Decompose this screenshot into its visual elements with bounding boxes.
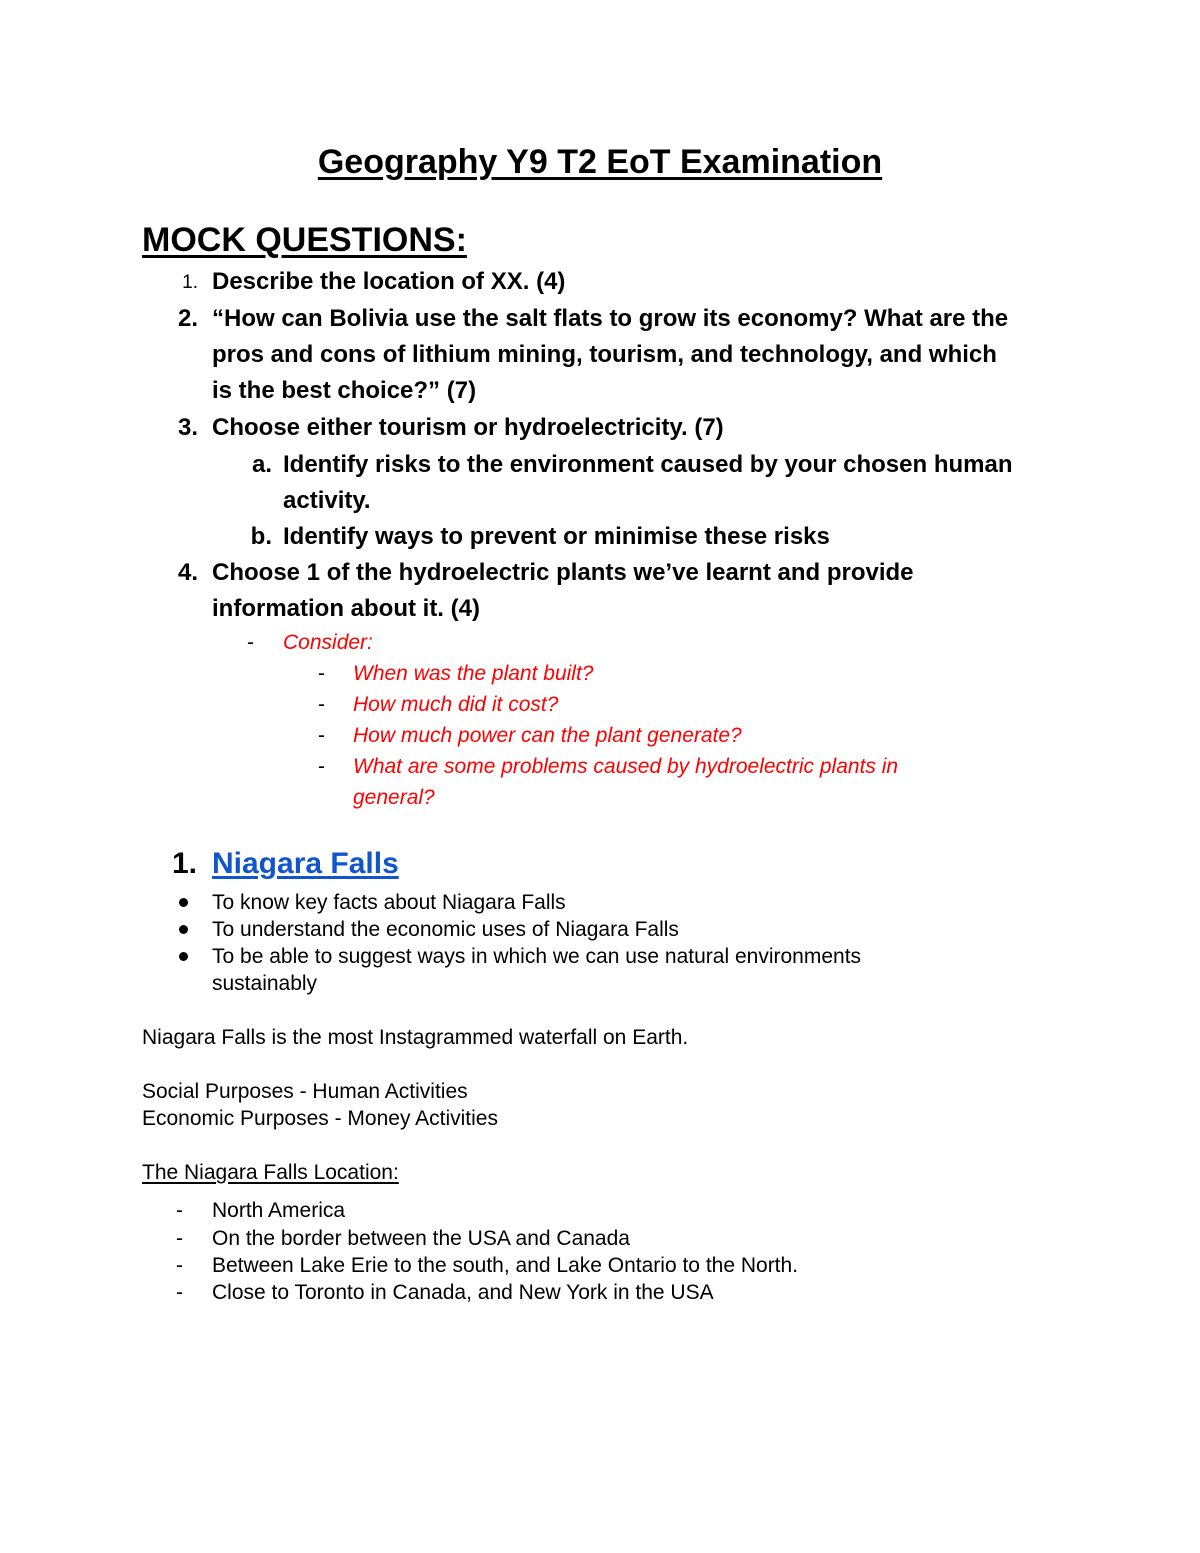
section-number: 1. — [172, 847, 198, 880]
location-item: Close to Toronto in Canada, and New York in the USA — [212, 1281, 714, 1304]
dash-icon: - — [318, 724, 325, 747]
bullet-icon — [179, 898, 188, 907]
consider-label: Consider: — [283, 631, 373, 654]
consider-item: How much power can the plant generate? — [353, 724, 742, 747]
bullet-icon — [179, 925, 188, 934]
objective-item: To understand the economic uses of Niagara Falls — [212, 918, 679, 941]
consider-item: general? — [353, 786, 435, 809]
purpose-line: Social Purposes - Human Activities — [142, 1080, 468, 1103]
objective-item: sustainably — [212, 972, 318, 995]
question-text: Choose either tourism or hydroelectricity. (7) — [212, 414, 724, 441]
question-text: Choose 1 of the hydroelectric plants we’ve learnt and provide — [212, 559, 914, 586]
dash-icon: - — [247, 631, 254, 654]
subitem-text: Identify ways to prevent or minimise these risks — [283, 523, 830, 550]
question-number: 1. — [182, 272, 198, 293]
purpose-line: Economic Purposes - Money Activities — [142, 1107, 498, 1130]
subitem-letter: a. — [251, 451, 272, 478]
consider-item: What are some problems caused by hydroelectric plants in — [353, 755, 899, 778]
question-text: “How can Bolivia use the salt flats to grow its economy? What are the — [212, 305, 1009, 332]
dash-icon: - — [176, 1254, 183, 1277]
niagara-falls-link[interactable]: Niagara Falls — [212, 847, 399, 880]
subitem-text: Identify risks to the environment caused by your chosen human — [283, 451, 1013, 478]
fact-text: Niagara Falls is the most Instagrammed waterfall on Earth. — [142, 1026, 689, 1049]
dash-icon: - — [176, 1281, 183, 1304]
page-title: Geography Y9 T2 EoT Examination — [317, 143, 883, 181]
dash-icon: - — [176, 1227, 183, 1250]
bullet-icon — [179, 952, 188, 961]
question-text: information about it. (4) — [212, 595, 480, 622]
question-number: 3. — [177, 414, 198, 441]
question-text: is the best choice?” (7) — [212, 377, 477, 404]
question-text: Describe the location of XX. (4) — [212, 268, 566, 295]
objective-item: To know key facts about Niagara Falls — [212, 891, 566, 914]
location-item: Between Lake Erie to the south, and Lake Ontario to the North. — [212, 1254, 799, 1277]
mock-questions-heading: MOCK QUESTIONS: — [142, 221, 467, 259]
location-heading: The Niagara Falls Location: — [142, 1161, 399, 1184]
subitem-text: activity. — [283, 487, 371, 514]
dash-icon: - — [318, 662, 325, 685]
location-item: On the border between the USA and Canada — [212, 1227, 630, 1250]
consider-item: How much did it cost? — [353, 693, 559, 716]
dash-icon: - — [176, 1199, 183, 1222]
subitem-letter: b. — [250, 523, 272, 550]
dash-icon: - — [318, 755, 325, 778]
location-item: North America — [212, 1199, 346, 1222]
dash-icon: - — [318, 693, 325, 716]
question-number: 4. — [177, 559, 198, 586]
question-number: 2. — [177, 305, 198, 332]
question-text: pros and cons of lithium mining, tourism, and technology, and which — [212, 341, 997, 368]
consider-item: When was the plant built? — [353, 662, 594, 685]
objective-item: To be able to suggest ways in which we can use natural environments — [212, 945, 862, 968]
